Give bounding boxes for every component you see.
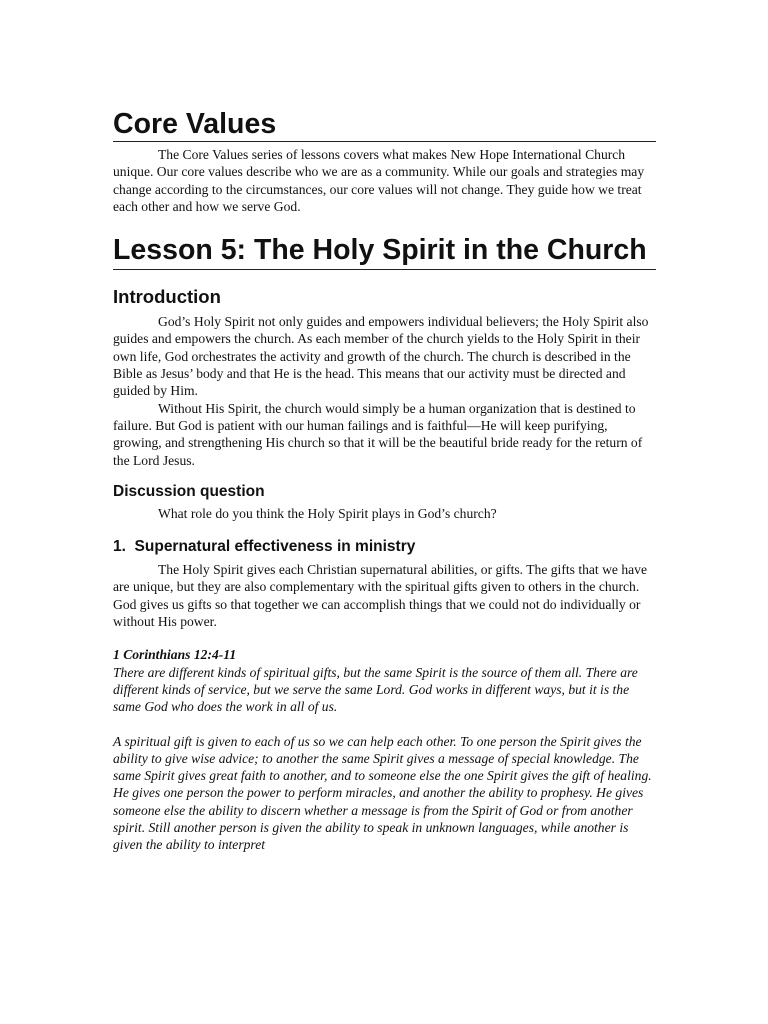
discussion-heading: Discussion question <box>113 482 265 500</box>
document-page <box>113 96 656 854</box>
scripture-passage-2: A spiritual gift is given to each of us so we can help each other. To one person the Spirit gives the ability to give wise advice; to another the same Spirit gives a message of special knowledge. The same Spirit gives great faith to another, and to someone else the one Spirit gives the gift of healing. He gives one person the power to perform miracles, and another the ability to prophesy. He gives someone else the ability to discern whether a message is from the Spirit of God or from another spirit. Still another person is given the ability to speak in unknown languages, while another is given the ability to interpret <box>113 733 652 853</box>
intro-paragraph-1: God’s Holy Spirit not only guides and empowers individual believers; the Holy Spirit also guides and empowers the church. As each member of the church yields to the Holy Spirit in their own life, God orchestrates the activity and growth of the church. The church is described in the Bible as Jesus’ body and that He is the head. This means that our activity must be directed and guided by Him. <box>113 314 649 399</box>
core-values-title: Core Values <box>113 96 656 142</box>
scripture-passage-1: There are different kinds of spiritual gifts, but the same Spirit is the source of them all. There are different kinds of service, but we serve the same Lord. God works in different ways, but it is the same God who does the work in all of us. <box>113 664 638 715</box>
core-values-intro: The Core Values series of lessons covers what makes New Hope International Church unique. Our core values describe who we are as a community. While our goals and strategies may change according to the circumstances, our core values will not change. They guide how we treat each other and how we serve God. <box>113 147 645 214</box>
section-1-heading: 1. Supernatural effectiveness in ministry <box>113 538 416 556</box>
section-1-paragraph: The Holy Spirit gives each Christian supernatural abilities, or gifts. The gifts that we have are unique, but they are also complementary with the spiritual gifts given to others in the church. God gives us gifts so that together we can accomplish things that we could not do individually or without His power. <box>113 562 648 630</box>
intro-paragraph-2: Without His Spirit, the church would simply be a human organization that is destined to failure. But God is patient with our human failings and is faithful—He will keep purifying, growing, and strengthening His church so that it will be the beautiful bride ready for the return of the Lord Jesus. <box>113 400 643 468</box>
introduction-heading: Introduction <box>113 286 221 308</box>
discussion-question: What role do you think the Holy Spirit plays in God’s church? <box>158 505 497 521</box>
lesson-title: Lesson 5: The Holy Spirit in the Church <box>113 233 656 270</box>
scripture-reference: 1 Corinthians 12:4-11 <box>113 647 237 663</box>
